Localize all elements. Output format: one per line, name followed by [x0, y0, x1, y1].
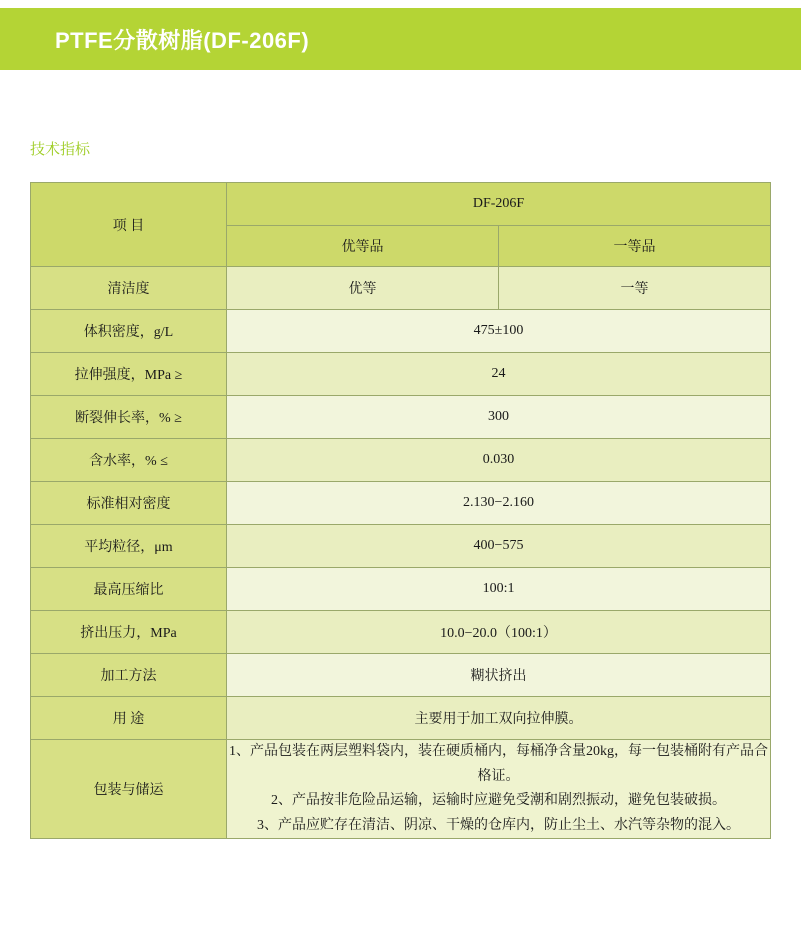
row-label-usage: 用 途	[31, 697, 227, 740]
row-value-processing-method: 糊状挤出	[227, 654, 771, 697]
header-cell-item: 项 目	[31, 183, 227, 267]
technical-specifications-table	[30, 182, 771, 839]
header-cell-product-code: DF-206F	[227, 183, 771, 226]
table-row	[31, 396, 771, 439]
row-value-tensile-strength: 24	[227, 353, 771, 396]
row-value-average-particle-size: 400−575	[227, 525, 771, 568]
row-label-max-reduction-ratio: 最高压缩比	[31, 568, 227, 611]
row-value-standard-specific-gravity: 2.130−2.160	[227, 482, 771, 525]
table-header-row	[31, 183, 771, 226]
row-value-max-reduction-ratio: 100:1	[227, 568, 771, 611]
table-row	[31, 568, 771, 611]
table-row	[31, 439, 771, 482]
header-cell-grade-premium: 优等品	[227, 226, 499, 267]
page-title: PTFE分散树脂(DF-206F)	[55, 27, 310, 53]
table-row	[31, 353, 771, 396]
packaging-line-1: 1、产品包装在两层塑料袋内，装在硬质桶内，每桶净含量20kg，每一包装桶附有产品合格证。	[229, 744, 768, 784]
page-header-band	[0, 8, 801, 70]
table-row	[31, 310, 771, 353]
row-label-cleanliness: 清洁度	[31, 267, 227, 310]
table-row	[31, 482, 771, 525]
row-value-bulk-density: 475±100	[227, 310, 771, 353]
row-label-standard-specific-gravity: 标准相对密度	[31, 482, 227, 525]
row-value-cleanliness-premium: 优等	[227, 267, 499, 310]
table-row-packaging	[31, 740, 771, 839]
row-label-moisture: 含水率，% ≤	[31, 439, 227, 482]
row-value-elongation: 300	[227, 396, 771, 439]
row-label-processing-method: 加工方法	[31, 654, 227, 697]
row-label-tensile-strength: 拉伸强度，MPa ≥	[31, 353, 227, 396]
row-label-bulk-density: 体积密度，g/L	[31, 310, 227, 353]
row-label-packaging-storage: 包装与储运	[31, 740, 227, 839]
table-row	[31, 267, 771, 310]
table-row	[31, 525, 771, 568]
table-row	[31, 611, 771, 654]
row-value-usage: 主要用于加工双向拉伸膜。	[227, 697, 771, 740]
header-cell-grade-first: 一等品	[499, 226, 771, 267]
packaging-line-2: 2、产品按非危险品运输，运输时应避免受潮和剧烈振动，避免包装破损。	[271, 793, 726, 808]
row-label-average-particle-size: 平均粒径，μm	[31, 525, 227, 568]
row-label-extrusion-pressure: 挤出压力，MPa	[31, 611, 227, 654]
section-title: 技术指标	[30, 141, 91, 158]
packaging-line-3: 3、产品应贮存在清洁、阴凉、干燥的仓库内，防止尘土、水汽等杂物的混入。	[257, 817, 740, 833]
row-value-packaging-storage	[227, 740, 771, 839]
row-value-moisture: 0.030	[227, 439, 771, 482]
row-value-extrusion-pressure: 10.0−20.0（100:1）	[227, 611, 771, 654]
row-value-cleanliness-first: 一等	[499, 267, 771, 310]
table-row	[31, 654, 771, 697]
row-label-elongation: 断裂伸长率，% ≥	[31, 396, 227, 439]
table-row	[31, 697, 771, 740]
